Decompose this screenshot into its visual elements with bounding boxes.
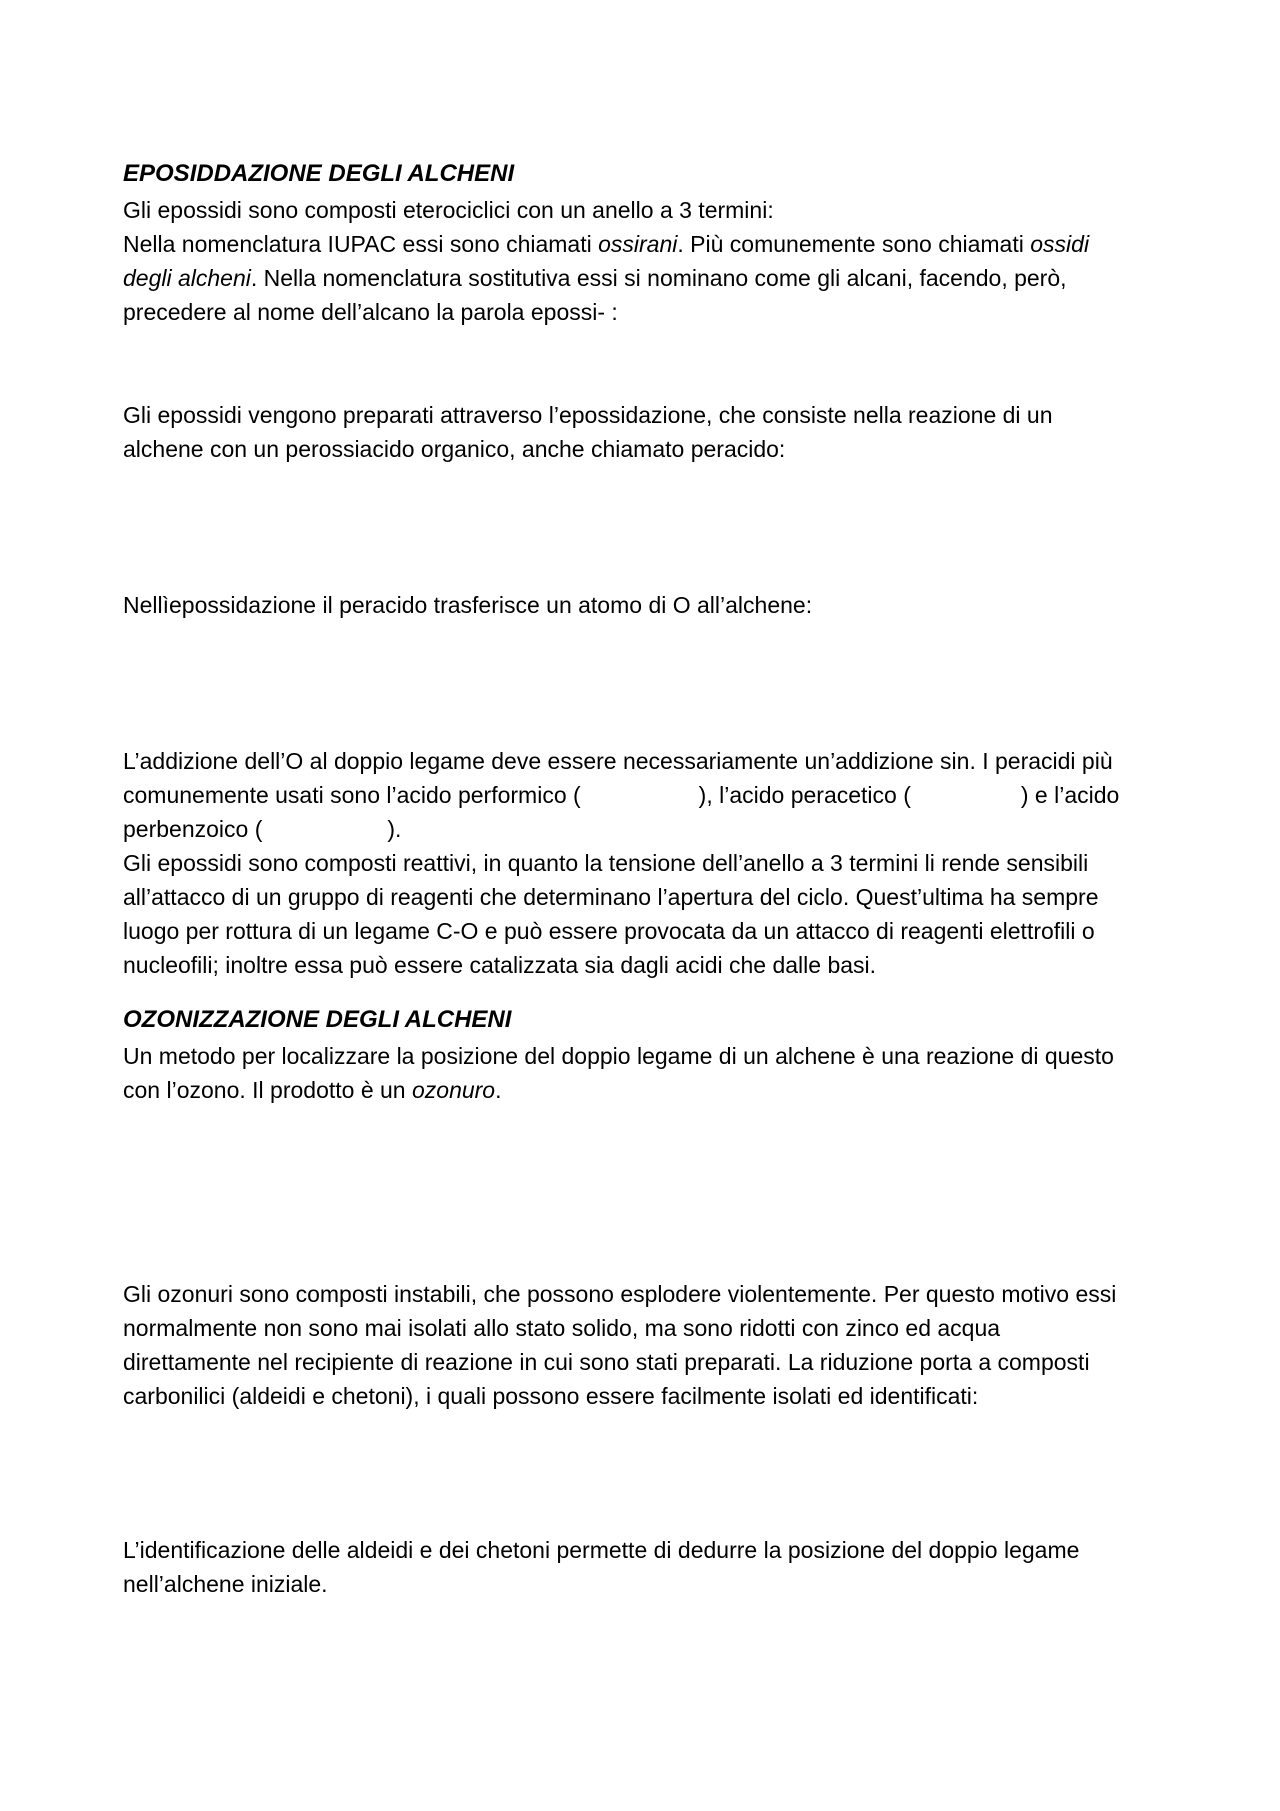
section-title-ozonizzazione: OZONIZZAZIONE DEGLI ALCHENI xyxy=(123,1006,512,1033)
text-run: . Più comunemente sono chiamati xyxy=(677,231,1031,257)
text-line: nell’alchene iniziale. xyxy=(123,1571,328,1597)
italic-term: ossidi xyxy=(1030,231,1090,257)
paragraph-ozone-method xyxy=(123,1039,1163,1107)
paragraph-peracids xyxy=(123,744,1163,982)
text-line: Gli ozonuri sono composti instabili, che possono esplodere violentemente. Per questo motivo essi xyxy=(123,1281,1117,1307)
text-line: Gli epossidi sono composti reattivi, in quanto la tensione dell’anello a 3 termini li rende sensibili xyxy=(123,850,1089,876)
text-line: precedere al nome dell’alcano la parola epossi- : xyxy=(123,299,618,325)
text-line: direttamente nel recipiente di reazione in cui sono stati preparati. La riduzione porta a composti xyxy=(123,1349,1090,1375)
text-run: ). xyxy=(387,816,402,842)
text-run: . xyxy=(495,1077,502,1103)
text-line: normalmente non sono mai isolati allo stato solido, ma sono ridotti con zinco ed acqua xyxy=(123,1315,1001,1341)
text-run: perbenzoico ( xyxy=(123,816,263,842)
paragraph-oxygen-transfer xyxy=(123,588,1163,622)
text-run: ), l’acido peracetico ( xyxy=(698,782,911,808)
text-line: carbonilici (aldeidi e chetoni), i quali possono essere facilmente isolati ed identificati: xyxy=(123,1383,979,1409)
paragraph-preparation xyxy=(123,398,1163,466)
text-run: . Nella nomenclatura sostitutiva essi si nominano come gli alcani, facendo, però, xyxy=(250,265,1067,291)
paragraph-identification xyxy=(123,1533,1163,1601)
text-line xyxy=(123,812,1163,846)
text-run: ) e l’acido xyxy=(1020,782,1120,808)
text-line xyxy=(123,227,1163,261)
text-run: con l’ozono. Il prodotto è un xyxy=(123,1077,412,1103)
text-line: alchene con un perossiacido organico, anche chiamato peracido: xyxy=(123,436,786,462)
text-line: nucleofili; inoltre essa può essere catalizzata sia dagli acidi che dalle basi. xyxy=(123,952,877,978)
text-line: all’attacco di un gruppo di reagenti che determinano l’apertura del ciclo. Quest’ultima ha sempre xyxy=(123,884,1099,910)
text-line: Nellìepossidazione il peracido trasferisce un atomo di O all’alchene: xyxy=(123,592,813,618)
text-run: Nella nomenclatura IUPAC essi sono chiamati xyxy=(123,231,599,257)
text-run: comunemente usati sono l’acido performico ( xyxy=(123,782,581,808)
paragraph-ozonides xyxy=(123,1277,1163,1413)
text-line: luogo per rottura di un legame C-O e può essere provocata da un attacco di reagenti elettrofili o xyxy=(123,918,1095,944)
italic-term: ozonuro xyxy=(411,1077,496,1103)
text-line xyxy=(123,261,1163,295)
section-title-epossidazione: EPOSIDDAZIONE DEGLI ALCHENI xyxy=(123,160,515,187)
text-line: L’addizione dell’O al doppio legame deve essere necessariamente un’addizione sin. I peracidi più xyxy=(123,748,1113,774)
text-line: Gli epossidi sono composti eterociclici con un anello a 3 termini: xyxy=(123,197,774,223)
italic-term: ossirani xyxy=(598,231,678,257)
text-line xyxy=(123,1073,1163,1107)
text-line: L’identificazione delle aldeidi e dei chetoni permette di dedurre la posizione del doppio legame xyxy=(123,1537,1080,1563)
italic-term: degli alcheni xyxy=(123,265,251,291)
text-line xyxy=(123,778,1163,812)
text-line: Gli epossidi vengono preparati attraverso l’epossidazione, che consiste nella reazione di un xyxy=(123,402,1053,428)
paragraph-intro xyxy=(123,193,1163,329)
text-line: Un metodo per localizzare la posizione del doppio legame di un alchene è una reazione di questo xyxy=(123,1043,1114,1069)
